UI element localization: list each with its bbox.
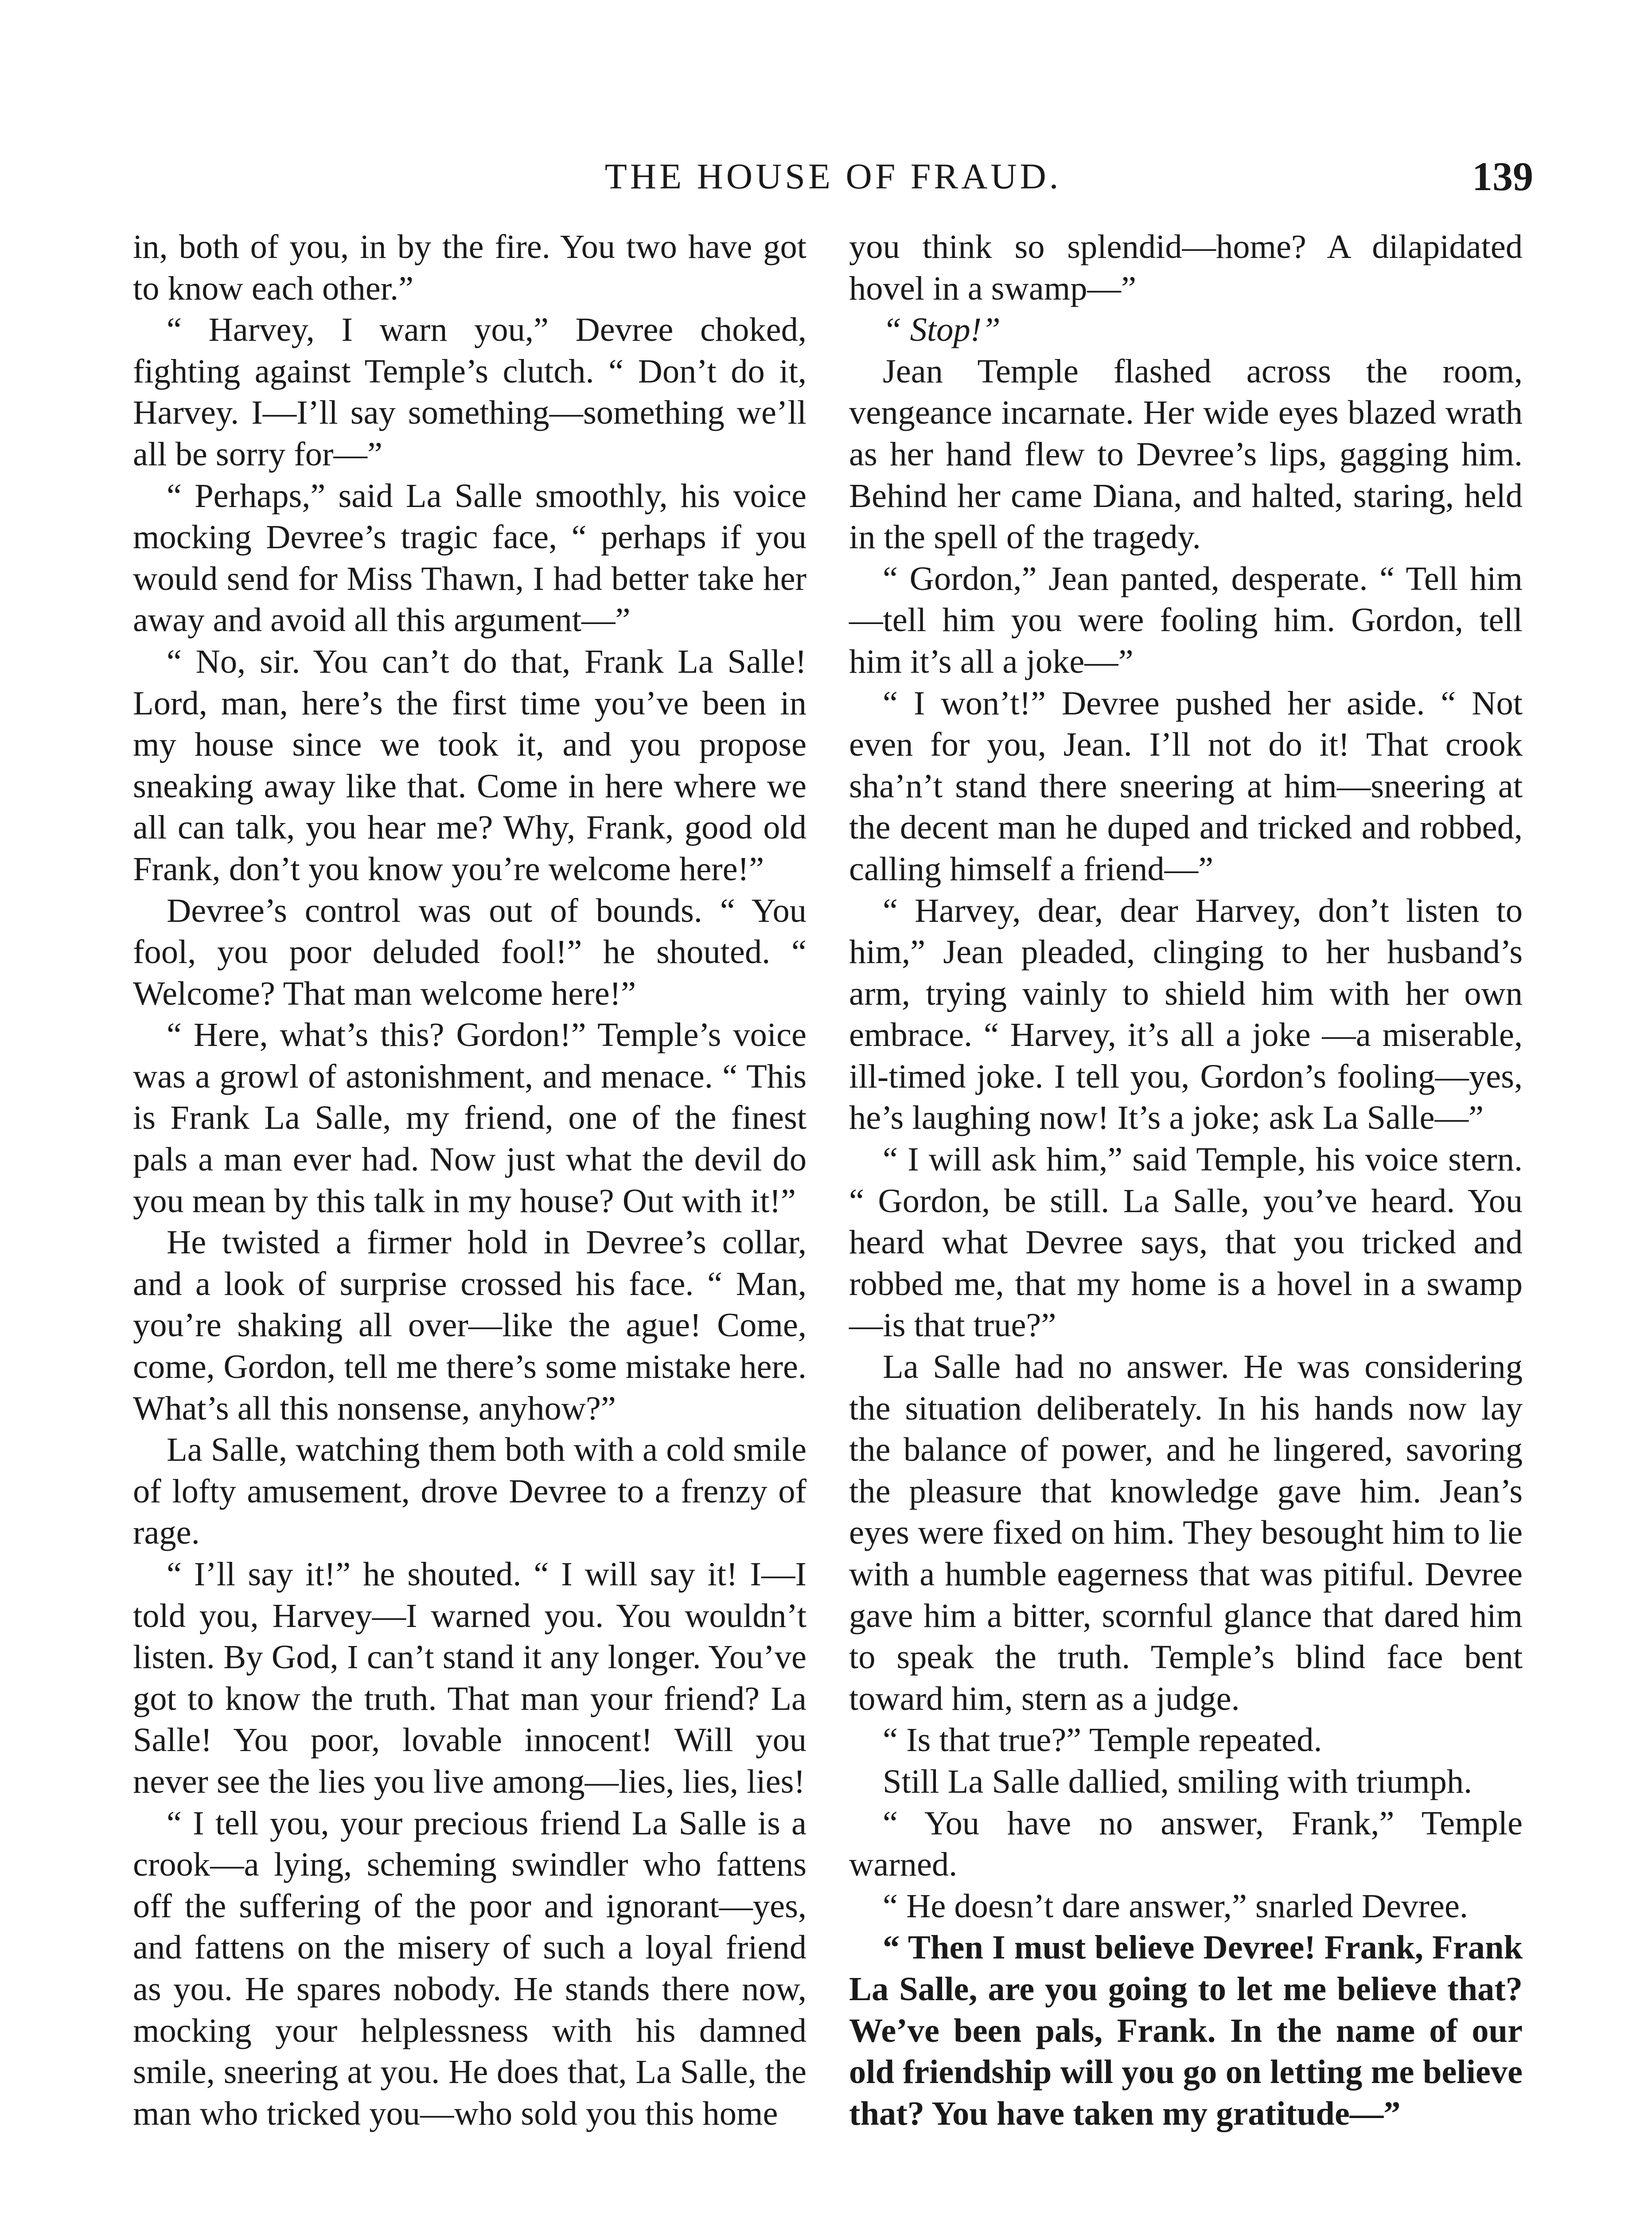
running-head: THE HOUSE OF FRAUD. (604, 156, 1062, 196)
paragraph: “ Harvey, I warn you,” Devree choked, fighting against Temple’s clutch. “ Don’t do it, Harvey. I—I’ll say something—something we’ll all be sorry for—” (133, 311, 807, 473)
paragraph: “ You have no answer, Frank,” Temple warned. (849, 1804, 1523, 1884)
paragraph: “ Perhaps,” said La Salle smoothly, his voice mocking Devree’s tragic face, “ perhaps if you would send for Miss Thawn, I had better take her away and avoid all this argument—” (133, 476, 807, 639)
paragraph: “ No, sir. You can’t do that, Frank La Salle! Lord, man, here’s the first time you’ve been in my house since we took it, and you propose sneaking away like that. Come in here where we all can talk, you hear me? Why, Frank, good old Frank, don’t you know you’re welcome here!” (133, 642, 807, 888)
paragraph: “ Is that true?” Temple repeated. (883, 1721, 1322, 1759)
paragraph: Jean Temple flashed across the room, vengeance incarnate. Her wide eyes blazed wrath as her hand flew to Devree’s lips, gagging him. Behind her came Diana, and halted, staring, held in the spell of the tragedy. (849, 352, 1523, 556)
page-number: 139 (1472, 154, 1533, 199)
paragraph: “ I’ll say it!” he shouted. “ I will say it! I—I told you, Harvey—I warned you. You wouldn’t listen. By God, I can’t stand it any longer. You’ve got to know the truth. That man your friend? La Salle! You poor, lovable innocent! Will you never see the lies you live among—lies, lies, lies! (133, 1555, 807, 1800)
page-header (133, 150, 1533, 203)
paragraph: you think so splendid—home? A dilapidated hovel in a swamp—” (849, 228, 1523, 307)
paragraph: “ Harvey, dear, dear Harvey, don’t listen to him,” Jean pleaded, clinging to her husband’s arm, trying vainly to shield him with her own embrace. “ Harvey, it’s all a joke —a miserable, ill-timed joke. I tell you, Gordon’s fooling—yes, he’s laughing now! It’s a joke; ask La Salle—” (849, 891, 1523, 1137)
paragraph: “ Gordon,” Jean panted, desperate. “ Tell him—tell him you were fooling him. Gordon, tell him it’s all a joke—” (849, 559, 1523, 680)
paragraph: “ I will ask him,” said Temple, his voice stern. “ Gordon, be still. La Salle, you’ve heard. You heard what Devree says, that you tricked and robbed me, that my home is a hovel in a swamp—is that true?” (849, 1140, 1523, 1344)
paragraph: He twisted a firmer hold in Devree’s collar, and a look of surprise crossed his face. “ Man, you’re shaking all over—like the ague! Come, come, Gordon, tell me there’s some mistake here. What’s all this nonsense, anyhow?” (133, 1223, 807, 1427)
paragraph: Devree’s control was out of bounds. “ You fool, you poor deluded fool!” he shouted. “ Welcome? That man welcome here!” (133, 891, 807, 1012)
paragraph: “ Then I must believe Devree! Frank, Frank La Salle, are you going to let me believe that? We’ve been pals, Frank. In the name of our old friendship will you go on letting me believe that? You have taken my gratitude—” (849, 1928, 1523, 2132)
paragraph: “ Stop!” (883, 311, 1001, 349)
left-column (133, 226, 807, 2134)
right-column (849, 226, 1523, 2134)
paragraph: Still La Salle dallied, smiling with triumph. (883, 1762, 1473, 1800)
paragraph: in, both of you, in by the fire. You two have got to know each other.” (133, 228, 807, 307)
paragraph: “ I tell you, your precious friend La Salle is a crook—a lying, scheming swindler who fattens off the suffering of the poor and ignorant—yes, and fattens on the misery of such a loyal friend as you. He spares nobody. He stands there now, mocking your helplessness with his damned smile, sneering at you. He does that, La Salle, the man who tricked you—who sold you this home (133, 1804, 807, 2132)
paragraph: “ Here, what’s this? Gordon!” Temple’s voice was a growl of astonishment, and menace. “ This is Frank La Salle, my friend, one of the finest pals a man ever had. Now just what the devil do you mean by this talk in my house? Out with it!” (133, 1016, 807, 1220)
paragraph: La Salle had no answer. He was considering the situation deliberately. In his hands now lay the balance of power, and he lingered, savoring the pleasure that knowledge gave him. Jean’s eyes were fixed on him. They besought him to lie with a humble eagerness that was pitiful. Devree gave him a bitter, scornful glance that dared him to speak the truth. Temple’s blind face bent toward him, stern as a judge. (849, 1348, 1523, 1717)
paragraph: “ I won’t!” Devree pushed her aside. “ Not even for you, Jean. I’ll not do it! That crook sha’n’t stand there sneering at him—sneering at the decent man he duped and tricked and robbed, calling himself a friend—” (849, 684, 1523, 888)
paragraph: “ He doesn’t dare answer,” snarled Devree. (883, 1887, 1468, 1925)
paragraph: La Salle, watching them both with a cold smile of lofty amusement, drove Devree to a frenzy of rage. (133, 1431, 807, 1552)
